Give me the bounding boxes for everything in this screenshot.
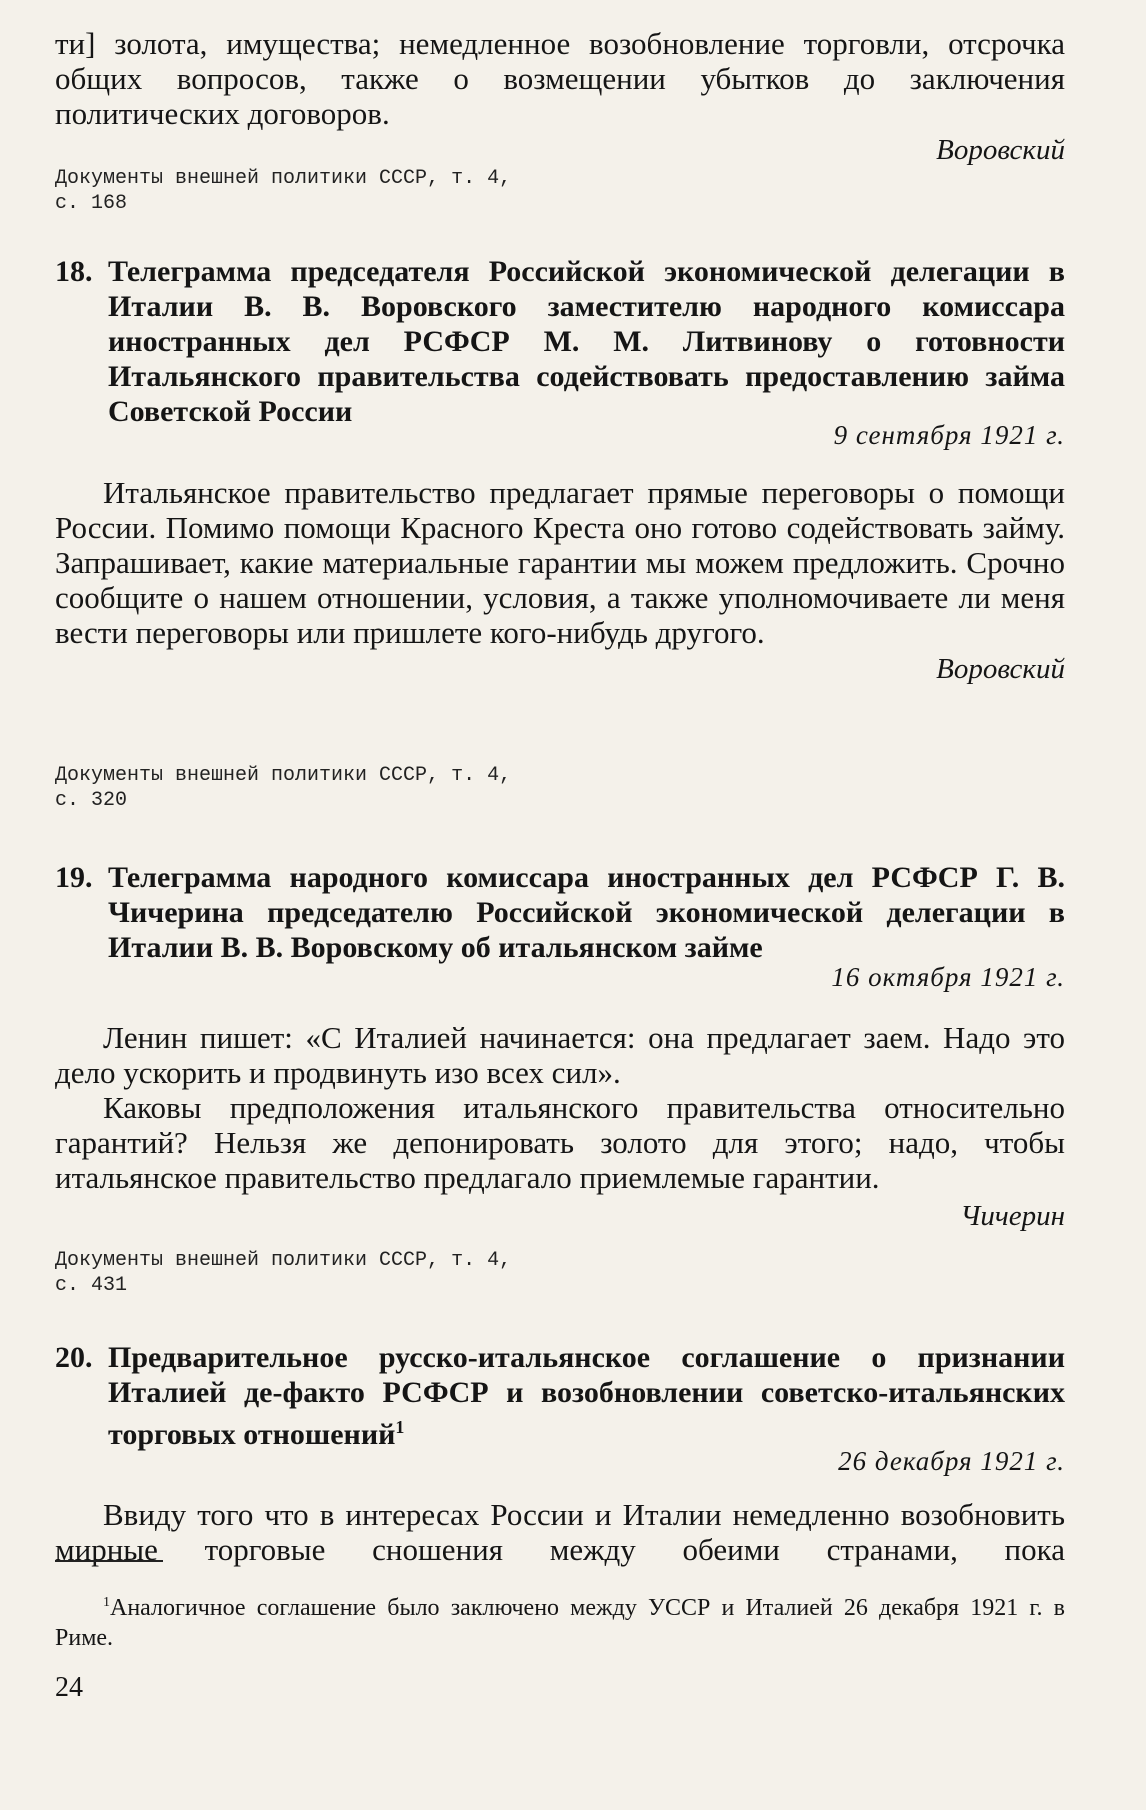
doc20-number: 20. (55, 1341, 93, 1374)
page-number: 24 (55, 1672, 83, 1703)
doc20-title (108, 1340, 1065, 1452)
doc18-source-line1: Документы внешней политики СССР, т. 4, (55, 764, 512, 787)
doc18-paragraph: Итальянское правительство предлагает прямые переговоры о помощи России. Помимо помощи Красного Креста оно готово содействовать займу. Запрашивает, какие материальные гарантии мы можем предложить. Срочно сообщите о нашем отношении, условия, а также уполномочиваете ли меня вести переговоры или пришлете кого-нибудь другого. (55, 475, 1065, 650)
doc20-footnote-ref: 1 (395, 1417, 405, 1437)
doc19-source-line2: с. 431 (55, 1274, 128, 1297)
doc18-signature: Воровский (936, 653, 1065, 685)
intro-source-line2: с. 168 (55, 192, 128, 215)
page-number-block (55, 1672, 1065, 1704)
doc18-title: Телеграмма председателя Российской экономической делегации в Италии В. В. Воровского заместителю народного комиссара иностранных дел РСФСР М. М. Литвинову о готовности Итальянского правительства содействовать предоставлению займа Советской России (108, 255, 1065, 428)
doc18-source-line2: с. 320 (55, 789, 128, 812)
doc19-date: 16 октября 1921 г. (831, 962, 1065, 992)
doc18-body (55, 475, 1065, 686)
doc19-date-block (55, 962, 1065, 993)
doc19-signature: Чичерин (960, 1200, 1065, 1232)
intro-signature: Воровский (936, 134, 1065, 166)
doc19-paragraph-1: Ленин пишет: «С Италией начинается: она предлагает заем. Надо это дело ускорить и продвинуть изо всех сил». (55, 1020, 1065, 1090)
footnote-text: Аналогичное соглашение было заключено между УССР и Италией 26 декабря 1921 г. в Риме. (55, 1595, 1065, 1651)
doc19-title: Телеграмма народного комиссара иностранных дел РСФСР Г. В. Чичерина председателю Российской экономической делегации в Италии В. В. Воровскому об итальянском займе (108, 861, 1065, 964)
doc19-paragraph-2: Каковы предположения итальянского правительства относительно гарантий? Нельзя же депонировать золото для этого; надо, чтобы итальянское правительство предлагало приемлемые гарантии. (55, 1090, 1065, 1195)
doc18-date-block (55, 420, 1065, 451)
doc18-number: 18. (55, 255, 93, 288)
intro-paragraph: ти] золота, имущества; немедленное возобновление торговли, отсрочка общих вопросов, также о возмещении убытков до заключения политических договоров. (55, 26, 1065, 131)
doc19-number: 19. (55, 861, 93, 894)
footnote (55, 1588, 1065, 1653)
doc18-source (55, 763, 1065, 813)
footnote-mark: 1 (103, 1595, 110, 1610)
intro-source-line1: Документы внешней политики СССР, т. 4, (55, 167, 512, 190)
doc20-body (55, 1497, 1065, 1567)
doc20-paragraph: Ввиду того что в интересах России и Италии немедленно возобновить мирные торговые сношения между обеими странами, пока (55, 1497, 1065, 1567)
doc19-heading (55, 860, 1065, 965)
doc18-heading (55, 254, 1065, 429)
footnote-rule (55, 1560, 163, 1562)
doc19-body (55, 1020, 1065, 1233)
doc19-source (55, 1248, 1065, 1298)
doc20-date: 26 декабря 1921 г. (838, 1446, 1065, 1476)
intro-section (55, 26, 1065, 167)
doc18-heading-block (55, 254, 1065, 429)
doc19-heading-block (55, 860, 1065, 965)
doc20-heading (55, 1340, 1065, 1452)
doc18-date: 9 сентября 1921 г. (833, 420, 1065, 450)
footnote-text-block (55, 1588, 1065, 1653)
doc20-heading-block (55, 1340, 1065, 1452)
intro-source (55, 166, 1065, 216)
doc20-title-text: Предварительное русско-итальянское соглашение о признании Италией де-факто РСФСР и возобновлении советско-итальянских торговых отношений (108, 1341, 1065, 1451)
doc20-date-block (55, 1446, 1065, 1477)
doc19-source-line1: Документы внешней политики СССР, т. 4, (55, 1249, 512, 1272)
